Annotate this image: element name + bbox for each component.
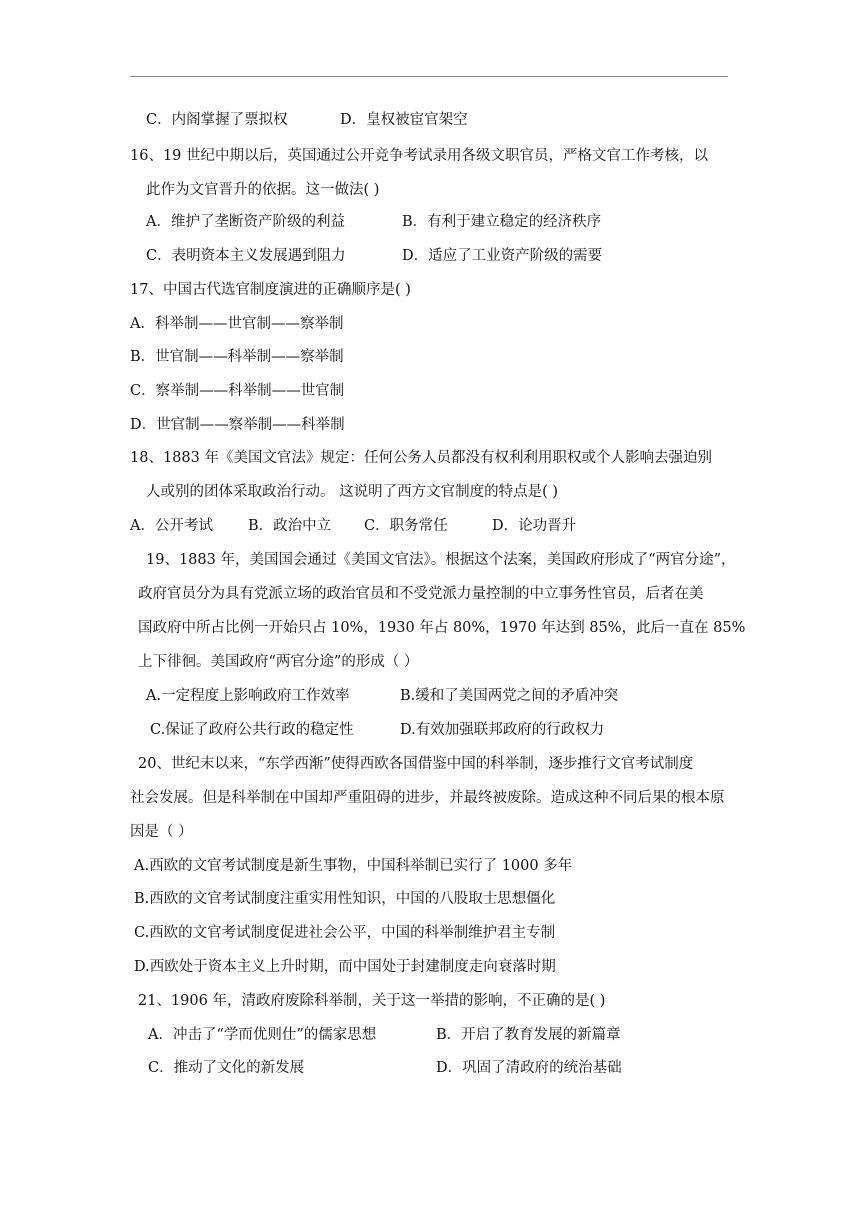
q17-option-b: B．世官制——科举制——察举制 — [130, 349, 344, 365]
q18-option-a: A．公开考试 — [130, 518, 213, 534]
q15-option-row — [146, 110, 288, 130]
header-rule — [130, 76, 728, 77]
q20-option-b: B.西欧的文官考试制度注重实用性知识，中国的八股取士思想僵化 — [134, 891, 556, 907]
q20-stem-line-2: 社会发展。但是科举制在中国却严重阻碍的进步，并最终被废除。造成这种不同后果的根本原 — [130, 790, 725, 806]
q19-stem-line-1: 19、1883 年，美国国会通过《美国文官法》。根据这个法案，美国政府形成了“两官分途”， — [146, 552, 736, 568]
q16-stem-line-1: 16、19 世纪中期以后，英国通过公开竞争考试录用各级文职官员，严格文官工作考核，以 — [130, 148, 709, 164]
q18-option-c: C．职务常任 — [364, 518, 448, 534]
q16-option-c: C．表明资本主义发展遇到阻力 — [146, 248, 346, 264]
q20-stem-line-1: 20、世纪末以来，“东学西渐”使得西欧各国借鉴中国的科举制，逐步推行文官考试制度 — [138, 756, 694, 772]
q15-option-row-2 — [340, 110, 468, 130]
q20-option-a: A.西欧的文官考试制度是新生事物，中国科举制已实行了 1000 多年 — [134, 858, 573, 874]
q19-option-c: C.保证了政府公共行政的稳定性 — [150, 722, 354, 738]
q20-option-d: D.西欧处于资本主义上升时期，而中国处于封建制度走向衰落时期 — [134, 959, 556, 975]
q17-option-c: C．察举制——科举制——世官制 — [130, 383, 345, 399]
q21-option-a: A．冲击了“学而优则仕”的儒家思想 — [148, 1027, 377, 1043]
q17-stem: 17、中国古代选官制度演进的正确顺序是( ) — [130, 282, 411, 298]
q20-stem-line-3: 因是（ ） — [130, 824, 193, 840]
q15-option-c: C．内阁掌握了票拟权 — [146, 112, 288, 128]
q21-option-d: D．巩固了清政府的统治基础 — [436, 1060, 622, 1076]
q19-stem-line-3: 国政府中所占比例一开始只占 10%，1930 年占 80%，1970 年达到 85%，此后一直在 85% — [138, 620, 746, 636]
q17-option-d: D．世官制——察举制——科举制 — [130, 417, 345, 433]
q19-stem-line-4: 上下徘徊。美国政府“两官分途”的形成（ ） — [138, 654, 419, 670]
q18-option-d: D．论功晋升 — [492, 518, 577, 534]
q19-option-a: A.一定程度上影响政府工作效率 — [146, 688, 350, 704]
q19-option-d: D.有效加强联邦政府的行政权力 — [400, 722, 605, 738]
q20-option-c: C.西欧的文官考试制度促进社会公平，中国的科举制维护君主专制 — [134, 925, 556, 941]
q16-option-b: B．有利于建立稳定的经济秩序 — [402, 214, 602, 230]
q18-option-b: B．政治中立 — [248, 518, 332, 534]
q21-stem: 21、1906 年，清政府废除科举制，关于这一举措的影响，不正确的是( ) — [138, 993, 606, 1009]
q17-option-a: A．科举制——世官制——察举制 — [130, 316, 344, 332]
q15-option-d: D．皇权被宦官架空 — [340, 112, 468, 128]
q18-stem-line-1: 18、1883 年《美国文官法》规定：任何公务人员都没有权利利用职权或个人影响去强迫别 — [130, 450, 712, 466]
q19-option-b: B.缓和了美国两党之间的矛盾冲突 — [400, 688, 619, 704]
q19-stem-line-2: 政府官员分为具有党派立场的政治官员和不受党派力量控制的中立事务性官员，后者在美 — [138, 586, 704, 602]
q16-option-d: D．适应了工业资产阶级的需要 — [402, 248, 603, 264]
q21-option-c: C．推动了文化的新发展 — [148, 1060, 305, 1076]
q21-option-b: B．开启了教育发展的新篇章 — [436, 1027, 621, 1043]
q16-option-a: A．维护了垄断资产阶级的利益 — [146, 214, 345, 230]
q16-stem-line-2: 此作为文官晋升的依据。这一做法( ) — [146, 182, 380, 198]
q18-stem-line-2: 人或别的团体采取政治行动。 这说明了西方文官制度的特点是( ) — [146, 484, 559, 500]
